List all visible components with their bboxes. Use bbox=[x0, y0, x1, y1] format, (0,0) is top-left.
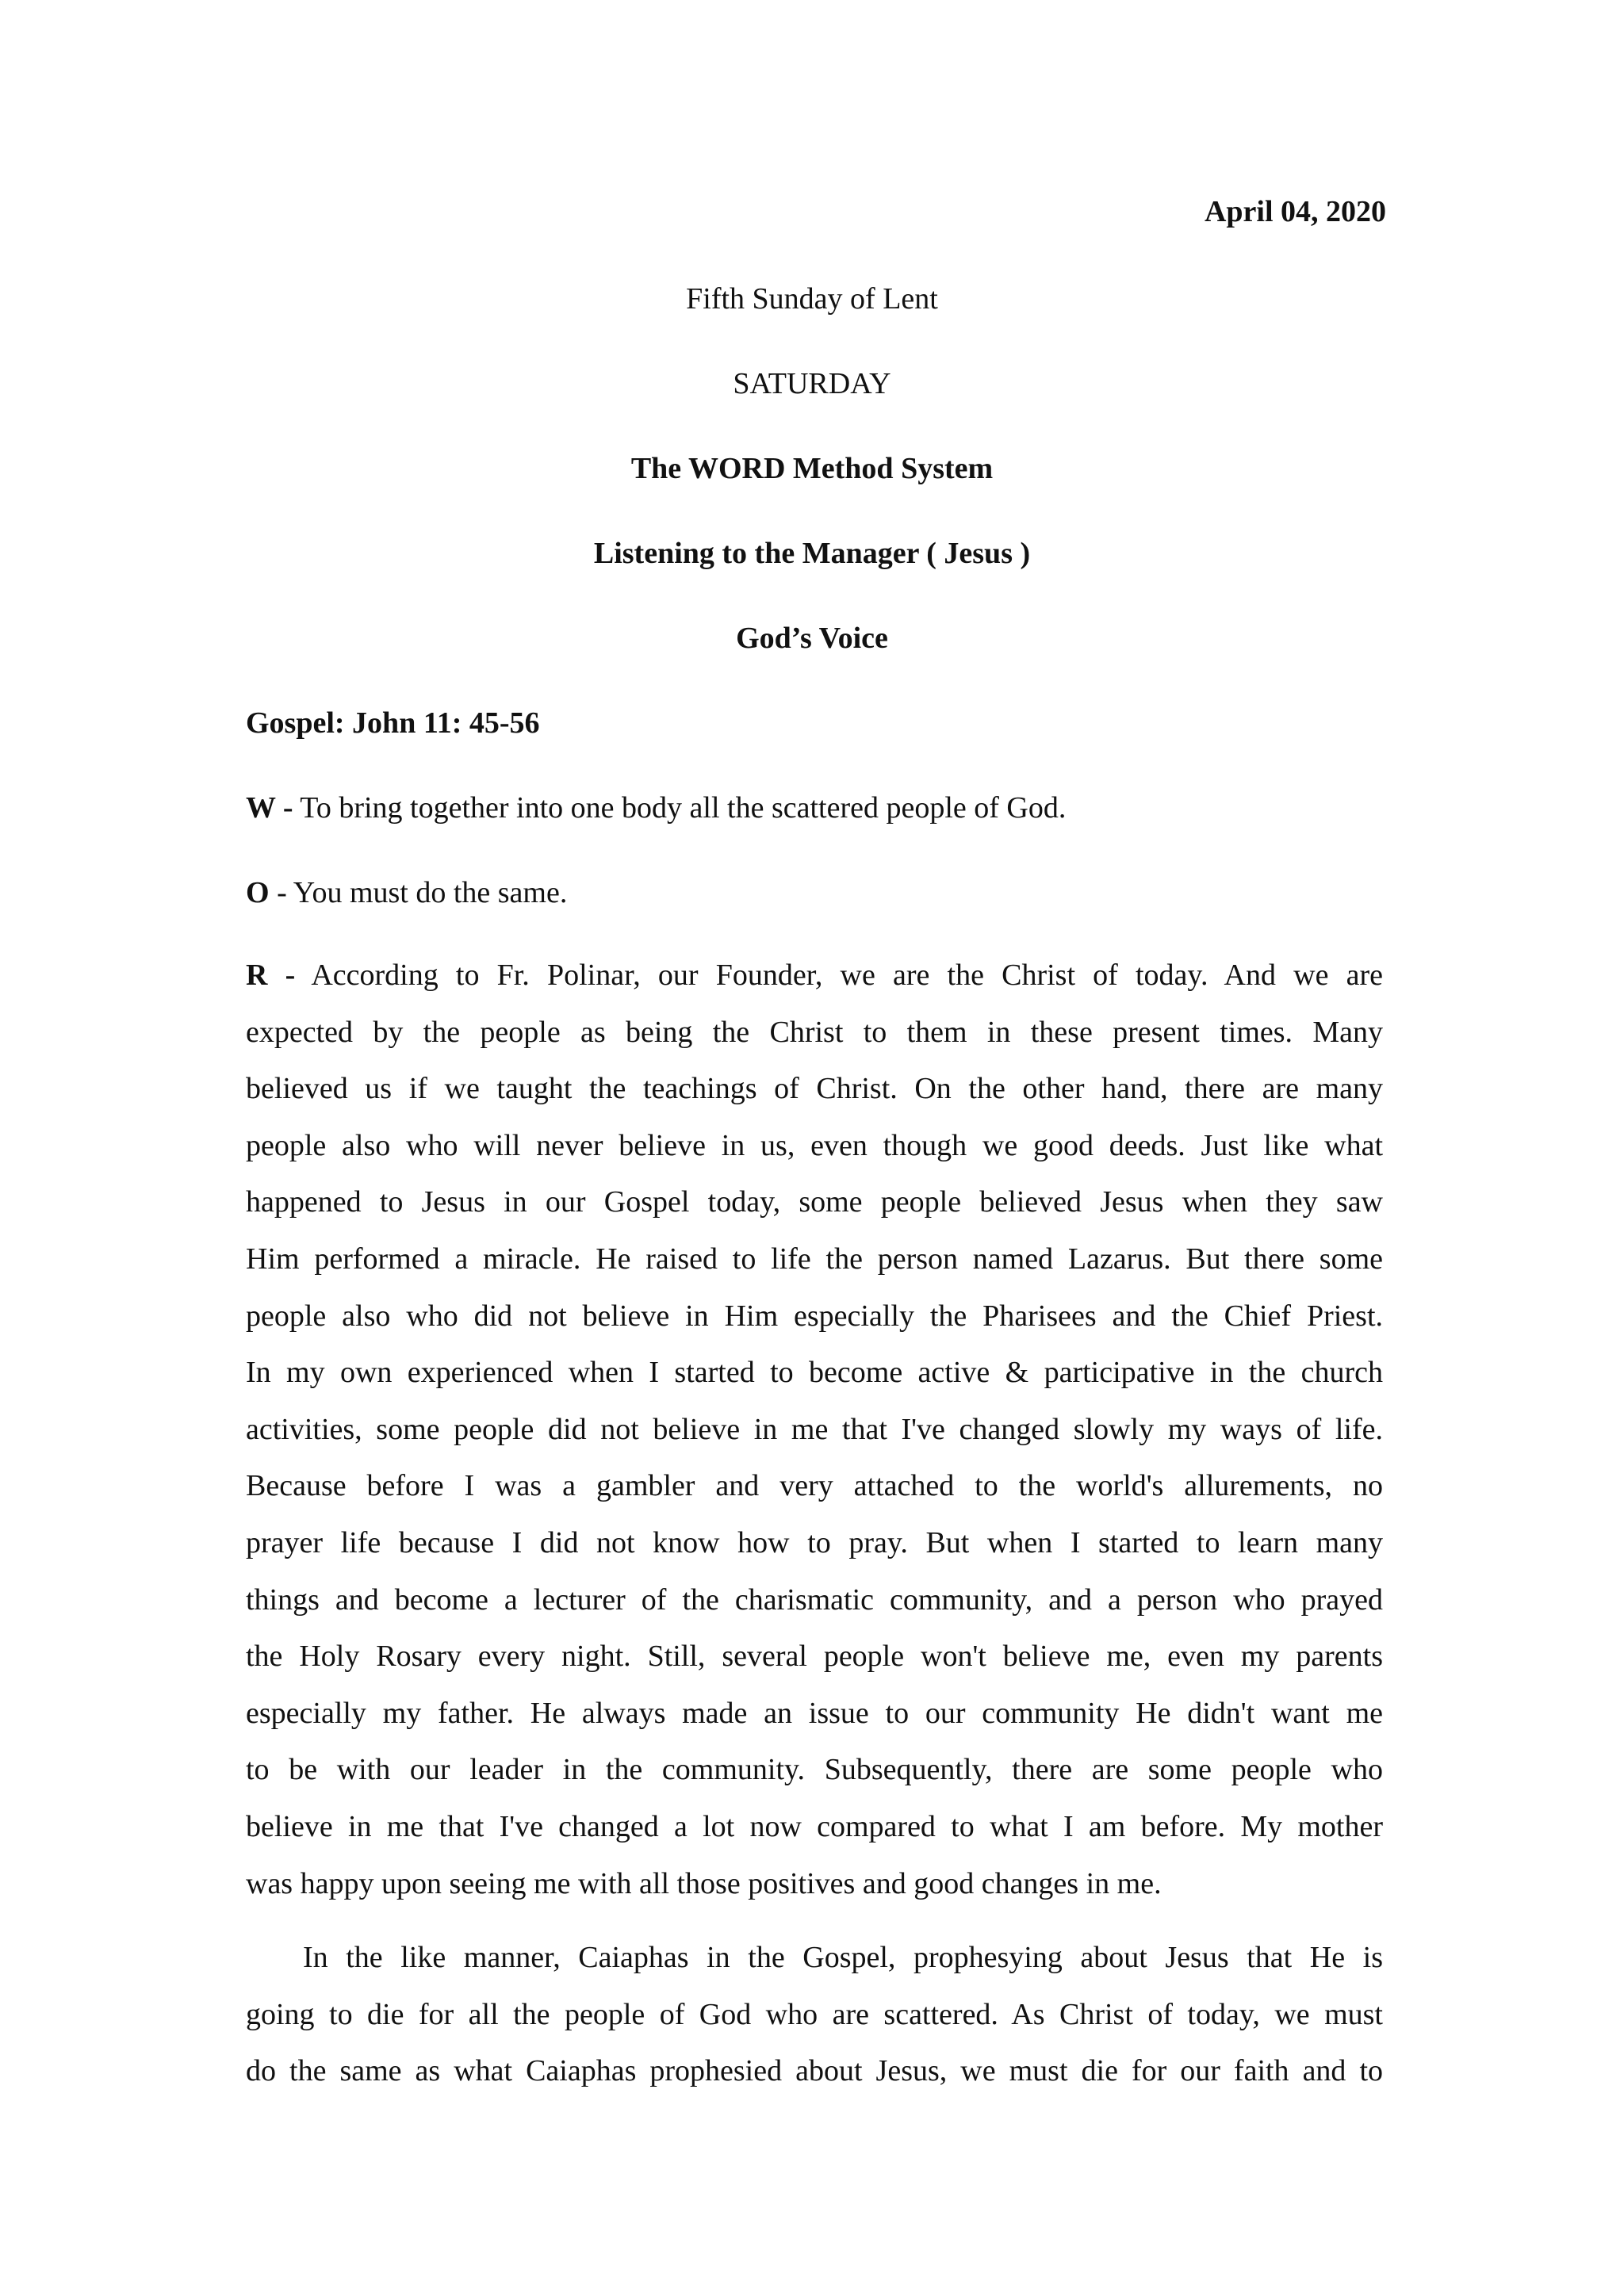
r-line-last: was happy upon seeing me with all those positives and good changes in me. bbox=[246, 1866, 1162, 1900]
r-line: expected by the people as being the Christ to them in these present times. Many bbox=[246, 1015, 1383, 1049]
w-text: To bring together into one body all the scattered people of God. bbox=[293, 791, 1067, 825]
gospel-reference: Gospel: John 11: 45-56 bbox=[246, 706, 540, 740]
r-line: to be with our leader in the community. Subsequently, there are some people who bbox=[246, 1753, 1383, 1787]
r-line: people also who will never believe in us, even though we good deeds. Just like what bbox=[246, 1128, 1383, 1162]
o-text: - You must do the same. bbox=[269, 876, 568, 909]
r-line: people also who did not believe in Him especially the Pharisees and the Chief Priest. bbox=[246, 1299, 1383, 1333]
r-line: In my own experienced when I started to become active & participative in the church bbox=[246, 1356, 1383, 1390]
r-line: R - According to Fr. Polinar, our Founder, we are the Christ of today. And we are bbox=[246, 959, 1383, 992]
r-section bbox=[246, 947, 1383, 1912]
subtitle-heading: Listening to the Manager ( Jesus ) bbox=[593, 537, 1031, 570]
p2-line: In the like manner, Caiaphas in the Gospel, prophesying about Jesus that He is bbox=[303, 1941, 1383, 1974]
r-line: prayer life because I did not know how to pray. But when I started to learn many bbox=[246, 1525, 1383, 1559]
r-line: believed us if we taught the teachings of Christ. On the other hand, there are many bbox=[246, 1072, 1383, 1106]
o-section bbox=[246, 875, 1383, 910]
w-section bbox=[246, 790, 1383, 825]
paragraph-2 bbox=[246, 1930, 1383, 2100]
r-label: R - bbox=[246, 959, 296, 992]
r-line: Him performed a miracle. He raised to life the person named Lazarus. But there some bbox=[246, 1242, 1383, 1276]
document-date: April 04, 2020 bbox=[1204, 195, 1386, 228]
voice-heading: God’s Voice bbox=[736, 622, 888, 655]
w-label: W - bbox=[246, 791, 293, 825]
r-line: activities, some people did not believe in me that I've changed slowly my ways of life. bbox=[246, 1412, 1383, 1446]
r-line: happened to Jesus in our Gospel today, some people believed Jesus when they saw bbox=[246, 1185, 1383, 1219]
r-line: things and become a lecturer of the charismatic community, and a person who prayed bbox=[246, 1582, 1383, 1617]
p2-line: do the same as what Caiaphas prophesied about Jesus, we must die for our faith and to bbox=[246, 2054, 1383, 2088]
r-line: the Holy Rosary every night. Still, several people won't believe me, even my parents bbox=[246, 1640, 1383, 1674]
method-heading: The WORD Method System bbox=[630, 452, 994, 485]
day-heading: SATURDAY bbox=[733, 367, 891, 400]
o-label: O bbox=[246, 876, 270, 909]
r-line: believe in me that I've changed a lot now compared to what I am before. My mother bbox=[246, 1809, 1383, 1843]
p2-line: going to die for all the people of God who are scattered. As Christ of today, we must bbox=[246, 1997, 1383, 2031]
r-line: Because before I was a gambler and very attached to the world's allurements, no bbox=[246, 1469, 1383, 1503]
r-line: especially my father. He always made an issue to our community He didn't want me bbox=[246, 1696, 1383, 1730]
week-heading: Fifth Sunday of Lent bbox=[686, 282, 938, 316]
